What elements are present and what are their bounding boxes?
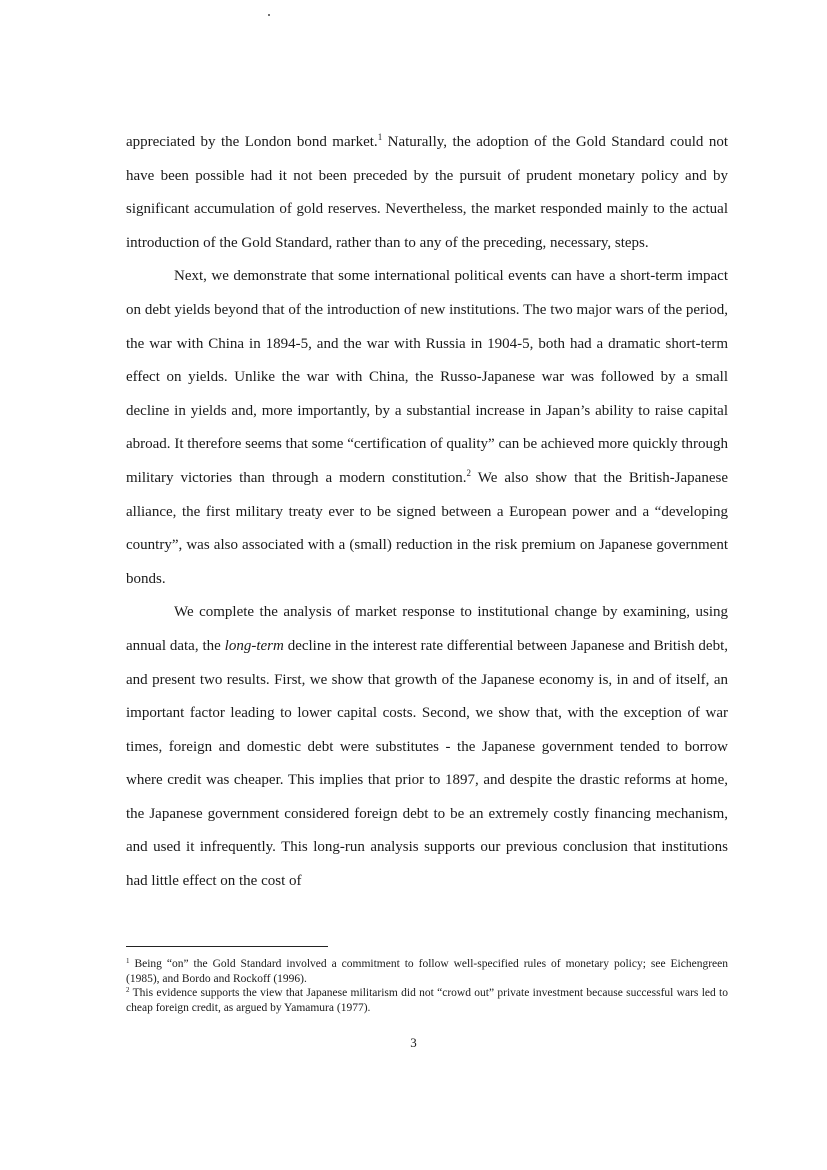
footnote-mark-1: 1 xyxy=(126,957,130,965)
page-number: 3 xyxy=(410,1035,417,1050)
footnote-1 xyxy=(126,957,728,986)
body-text xyxy=(126,126,728,899)
footnote-mark-2: 2 xyxy=(126,986,130,994)
footnote-ref-2: 2 xyxy=(466,467,472,478)
paragraph-2-text-a: Next, we demonstrate that some international political events can have a short-term impact on debt yields beyond that of the introduction of new institutions. The two major wars of the period, the war with China in 1894-5, and the war with Russia in 1904-5, both had a dramatic short-term effect on yields. Unlike the war with China, the Russo-Japanese war was followed by a small decline in yields and, more importantly, by a substantial increase in Japan’s ability to raise capital abroad. It therefore seems that some “certification of quality” can be achieved more quickly through military victories than through a modern constitution. xyxy=(126,268,728,486)
paragraph-1-text-b: Naturally, the adoption of the Gold Standard could not have been possible had it not been preceded by the pursuit of prudent monetary policy and by significant accumulation of gold reserves. Nevertheless, the market responded mainly to the actual introduction of the Gold Standard, rather than to any of the preceding, necessary, steps. xyxy=(126,134,728,251)
paragraph-2-text-b: We also show that the British-Japanese alliance, the first military treaty ever to be signed between a European power and a “developing country”, was also associated with a (small) reduction in the risk premium on Japanese government bonds. xyxy=(126,469,728,587)
paragraph-3-emphasis: long-term xyxy=(224,637,284,654)
paragraph-3-text-a: We complete the analysis of market response to institutional change by examining, using annual data, the xyxy=(126,604,728,654)
paragraph-1 xyxy=(126,126,728,260)
footnote-separator xyxy=(126,946,328,947)
footnotes xyxy=(126,957,728,1015)
footnote-2-text: This evidence supports the view that Japanese militarism did not “crowd out” private investment because successful wars led to cheap foreign credit, as argued by Yamamura (1977). xyxy=(126,987,728,1014)
scan-speck xyxy=(268,14,270,16)
paragraph-3-text-b: decline in the interest rate differential between Japanese and British debt, and present two results. First, we show that growth of the Japanese economy is, in and of itself, an important factor leading to lower capital costs. Second, we show that, with the exception of war times, foreign and domestic debt were substitutes - the Japanese government tended to borrow where credit was cheaper. This implies that prior to 1897, and despite the drastic reforms at home, the Japanese government considered foreign debt to be an extremely costly financing mechanism, and used it infrequently. This long-run analysis supports our previous conclusion that institutions had little effect on the cost of xyxy=(126,637,729,890)
paragraph-1-text-a: appreciated by the London bond market. xyxy=(126,134,378,150)
paragraph-3 xyxy=(126,596,728,898)
paragraph-2 xyxy=(126,260,728,596)
footnote-2 xyxy=(126,986,728,1015)
footnote-1-text: Being “on” the Gold Standard involved a commitment to follow well-specified rules of monetary policy; see Eichengreen (1985), and Bordo and Rockoff (1996). xyxy=(126,958,728,985)
footnote-ref-1: 1 xyxy=(377,132,383,142)
